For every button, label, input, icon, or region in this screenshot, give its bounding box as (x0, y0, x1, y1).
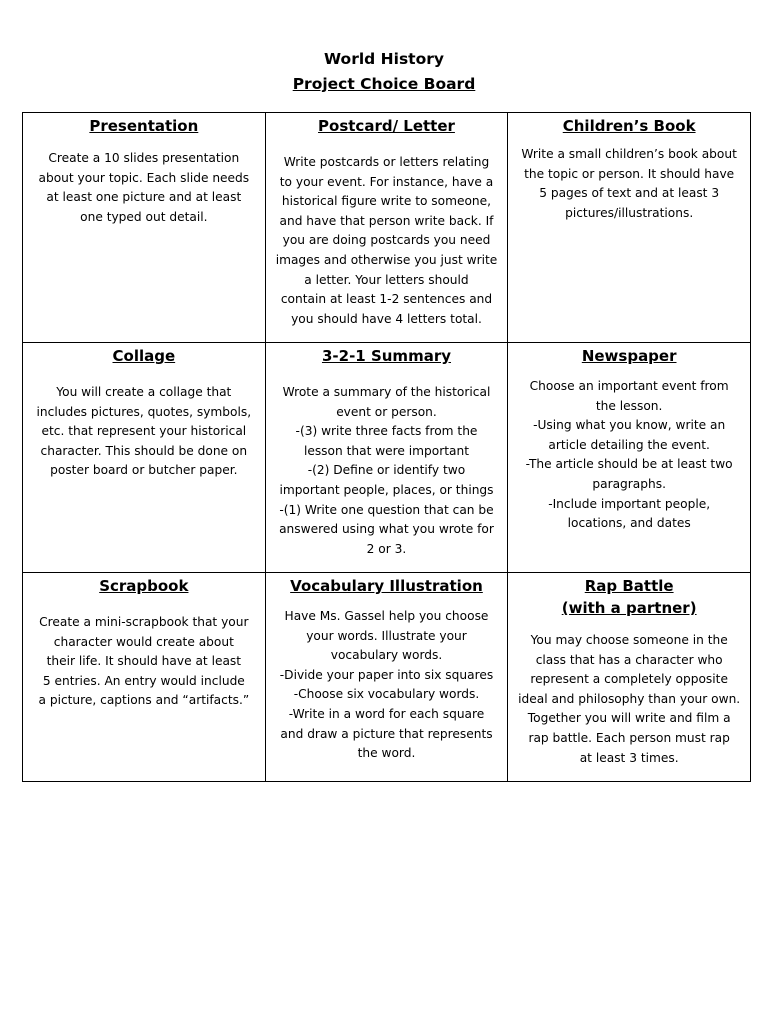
choice-cell-rap-battle (508, 573, 751, 782)
board-row (23, 573, 751, 782)
cell-description: Wrote a summary of the historical event or person. -(3) write three facts from the lesson that were important -(2) Define or identify two important people, places, or things -(1) Write one question that can be answered using what you wrote for 2 or 3. (279, 385, 494, 556)
choice-cell-collage (23, 343, 266, 573)
cell-description: You will create a collage that includes pictures, quotes, symbols, etc. that represent your historical character. This should be done on poster board or butcher paper. (36, 385, 252, 478)
cell-title: Presentation (89, 117, 199, 135)
cell-title: Rap Battle (with a partner) (561, 577, 697, 617)
board-row (23, 343, 751, 573)
cell-title: Scrapbook (99, 577, 189, 595)
choice-cell-3-2-1-summary (265, 343, 508, 573)
cell-title: Postcard/ Letter (318, 117, 455, 135)
document-title: World History (324, 50, 444, 68)
cell-title: 3-2-1 Summary (321, 347, 451, 365)
choice-cell-newspaper (508, 343, 751, 573)
document-header (0, 47, 768, 97)
cell-description: Write a small children’s book about the topic or person. It should have 5 pages of text and at least 3 pictures/illustrations. (521, 147, 737, 220)
cell-description: Create a mini-scrapbook that your character would create about their life. It should have at least 5 entries. An entry would include a picture, captions and “artifacts.” (38, 615, 250, 708)
choice-cell-postcard-letter (265, 113, 508, 343)
cell-title: Vocabulary Illustration (290, 577, 483, 595)
choice-cell-presentation (23, 113, 266, 343)
cell-description: Have Ms. Gassel help you choose your words. Illustrate your vocabulary words. -Divide your paper into six squares -Choose six vocabulary words. -Write in a word for each square and draw a picture that represents the word. (279, 609, 494, 761)
cell-description: Choose an important event from the lesson. -Using what you know, write an article detailing the event. -The article should be at least two paragraphs. -Include important people, locations, and dates (525, 379, 733, 531)
cell-title: Collage (112, 347, 176, 365)
board-row (23, 113, 751, 343)
choice-cell-vocabulary-illustration (265, 573, 508, 782)
document-subtitle: Project Choice Board (292, 75, 476, 93)
cell-description: You may choose someone in the class that has a character who represent a completely opposite ideal and philosophy than your own. Together you will write and film a rap battle. Each person must rap at least 3 times. (518, 633, 741, 765)
choice-board-table (22, 112, 751, 782)
cell-description: Write postcards or letters relating to your event. For instance, have a historical figure write to someone, and have that person write back. If you are doing postcards you need images and otherwise you just write a letter. Your letters should contain at least 1-2 sentences and you should have 4 letters total. (275, 155, 498, 326)
cell-title: Newspaper (581, 347, 677, 365)
choice-cell-childrens-book (508, 113, 751, 343)
choice-cell-scrapbook (23, 573, 266, 782)
cell-title: Children’s Book (562, 117, 696, 135)
cell-description: Create a 10 slides presentation about your topic. Each slide needs at least one picture and at least one typed out detail. (38, 151, 250, 224)
